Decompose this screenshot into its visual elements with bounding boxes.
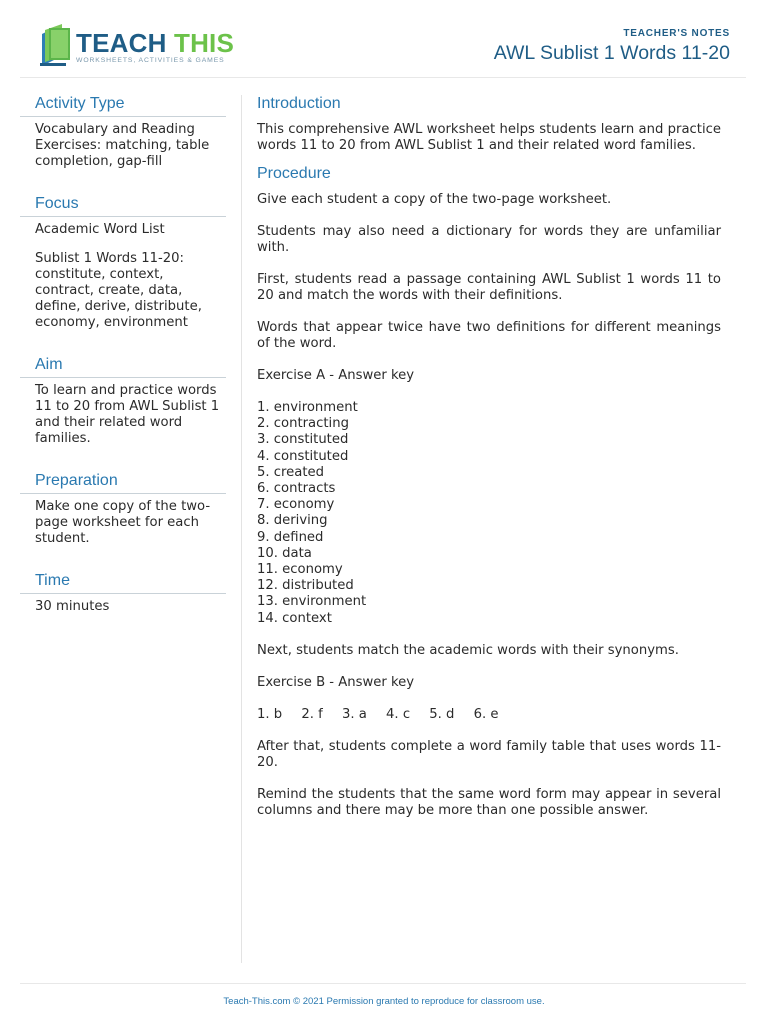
list-item: 14. context [257,610,332,626]
aim-text: To learn and practice words 11 to 20 from AWL Sublist 1 and their related word families. [35,383,220,446]
list-item: 6. e [473,706,499,722]
exercise-b-answer-row [257,707,721,723]
aim-section [20,356,226,447]
sidebar [20,95,226,640]
list-item: 13. environment [257,594,367,610]
procedure-step-7: Remind the students that the same word form may appear in several columns and there may be more than one possible answer. [257,786,721,818]
procedure-step-4: Words that appear twice have two definitions for different meanings of the word. [257,320,721,351]
footer-divider [20,983,746,984]
list-item: 10. data [257,545,312,561]
focus-word-list: Sublist 1 Words 11-20: constitute, context, contract, create, data, define, derive, distribute, economy, environment [35,251,202,330]
list-item: 11. economy [257,562,343,578]
aim-heading: Aim [20,356,226,378]
page-header [0,0,768,78]
list-item: 12. distributed [257,578,354,594]
introduction-heading: Introduction [257,95,341,112]
preparation-heading: Preparation [20,472,226,494]
main-content [257,95,721,835]
time-text: 30 minutes [35,599,110,614]
list-item: 5. d [429,706,455,722]
focus-text: Academic Word List [35,222,165,237]
preparation-text: Make one copy of the two-page worksheet for each student. [35,499,211,546]
procedure-step-1: Give each student a copy of the two-page worksheet. [257,192,612,207]
list-item: 2. f [301,706,323,722]
focus-section [20,195,226,331]
focus-heading: Focus [20,195,226,217]
procedure-step-3: First, students read a passage containing AWL Sublist 1 words 11 to 20 and match the words with their definitions. [257,272,721,303]
exercise-a-answer-list [257,400,721,627]
procedure-step-6: After that, students complete a word family table that uses words 11-20. [257,738,721,770]
column-divider [241,95,242,963]
time-heading: Time [20,572,226,594]
brand-tagline: WORKSHEETS, ACTIVITIES & GAMES [76,57,225,64]
book-icon [36,22,76,68]
procedure-heading: Procedure [257,165,331,182]
activity-type-heading: Activity Type [20,95,226,117]
exercise-b-label: Exercise B - Answer key [257,674,415,690]
list-item: 1. b [257,706,283,722]
header-divider [20,77,746,78]
procedure-step-2: Students may also need a dictionary for words they are unfamiliar with. [257,224,721,255]
list-item: 8. deriving [257,513,328,529]
list-item: 4. constituted [257,448,349,464]
list-item: 3. constituted [257,432,349,448]
brand-name: TEACH THIS [76,28,235,58]
introduction-text: This comprehensive AWL worksheet helps students learn and practice words 11 to 20 from AWL Sublist 1 and their related word families. [257,122,721,153]
footer-copyright: Teach-This.com © 2021 Permission granted to reproduce for classroom use. [223,996,545,1007]
list-item: 3. a [341,706,367,722]
time-section [20,572,226,615]
list-item: 5. created [257,464,325,480]
list-item: 9. defined [257,529,324,545]
teachers-notes-label: TEACHER'S NOTES [623,28,730,39]
list-item: 4. c [386,706,411,722]
list-item: 7. economy [257,497,335,513]
list-item: 1. environment [257,400,358,415]
page-title: AWL Sublist 1 Words 11-20 [493,42,730,64]
activity-type-section [20,95,226,170]
list-item: 6. contracts [257,481,336,497]
list-item: 2. contracting [257,416,349,432]
activity-type-text: Vocabulary and Reading Exercises: matching, table completion, gap-fill [35,122,210,169]
preparation-section [20,472,226,547]
procedure-step-5: Next, students match the academic words with their synonyms. [257,642,679,658]
brand-logo [36,22,236,70]
exercise-a-label: Exercise A - Answer key [257,368,415,383]
